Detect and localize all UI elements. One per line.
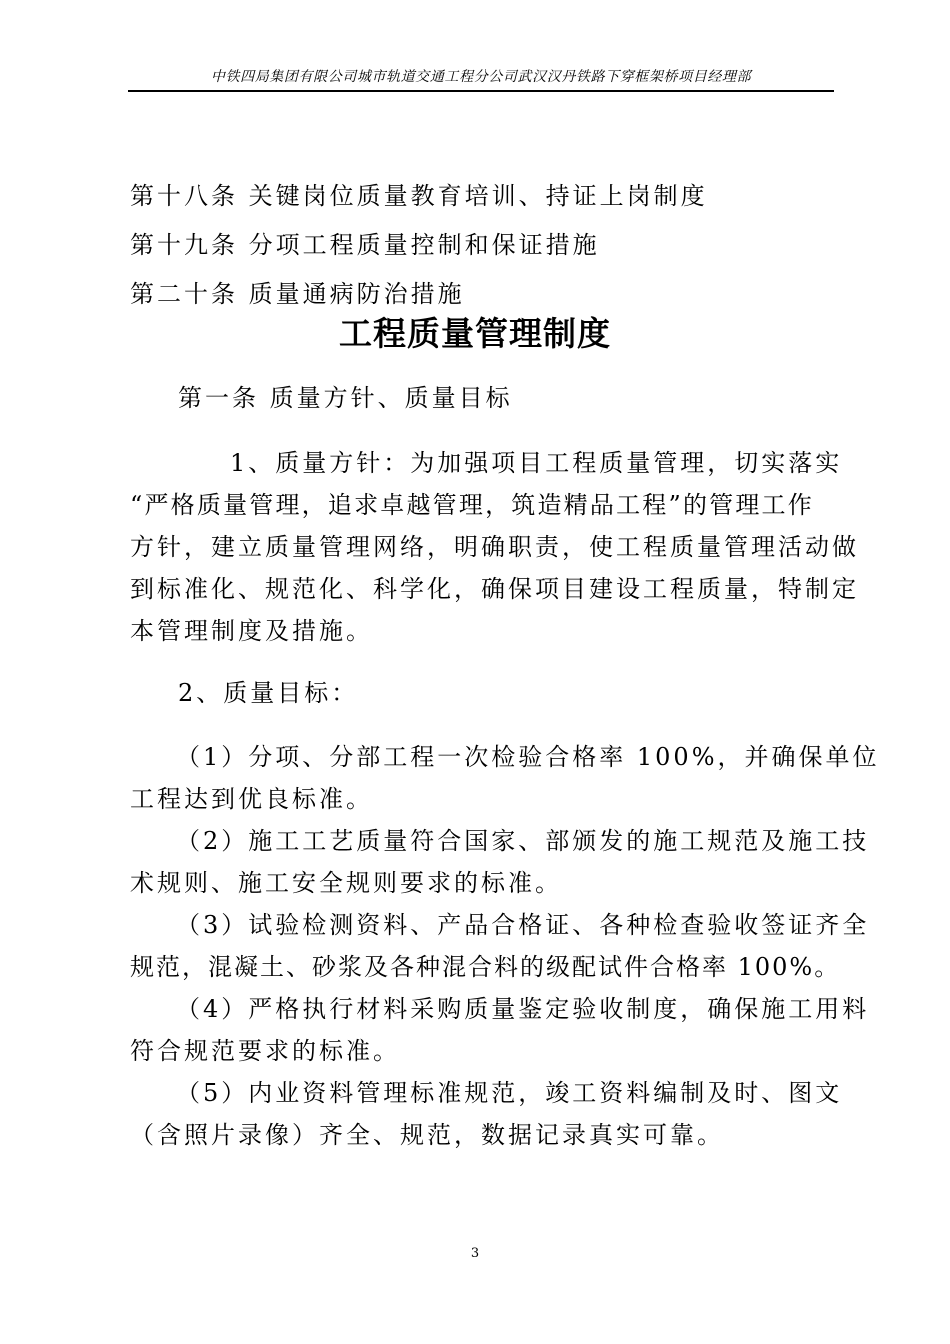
page-number: 3 <box>470 1246 480 1261</box>
goal-line: 符合规范要求的标准。 <box>130 1037 400 1065</box>
toc-item: 第十九条 分项工程质量控制和保证措施 <box>130 231 600 259</box>
policy-line: 到标准化、规范化、科学化，确保项目建设工程质量，特制定 <box>130 575 859 603</box>
toc-item: 第二十条 质量通病防治措施 <box>130 280 465 308</box>
toc-item: 第十八条 关键岗位质量教育培训、持证上岗制度 <box>130 182 708 210</box>
article-heading: 第一条 质量方针、质量目标 <box>178 384 513 412</box>
document-title: 工程质量管理制度 <box>339 314 611 353</box>
goal-line: 术规则、施工安全规则要求的标准。 <box>130 869 562 897</box>
goal-line: （4）严格执行材料采购质量鉴定验收制度，确保施工用料 <box>176 995 870 1023</box>
policy-line: 本管理制度及措施。 <box>130 617 373 645</box>
goal-line: 规范，混凝土、砂浆及各种混合料的级配试件合格率 100%。 <box>130 953 841 981</box>
goal-line: （5）内业资料管理标准规范，竣工资料编制及时、图文 <box>176 1079 843 1107</box>
page-header <box>128 64 834 92</box>
policy-line: “严格质量管理，追求卓越管理，筑造精品工程”的管理工作 <box>130 491 814 519</box>
goal-line: 工程达到优良标准。 <box>130 785 373 813</box>
goal-line: （2）施工工艺质量符合国家、部颁发的施工规范及施工技 <box>176 827 870 855</box>
goal-heading: 2、质量目标： <box>178 679 359 707</box>
policy-line: 1、质量方针：为加强项目工程质量管理，切实落实 <box>230 449 843 477</box>
goal-line: （含照片录像）齐全、规范，数据记录真实可靠。 <box>130 1121 724 1149</box>
goal-line: （1）分项、分部工程一次检验合格率 100%，并确保单位 <box>176 743 880 771</box>
goal-line: （3）试验检测资料、产品合格证、各种检查验收签证齐全 <box>176 911 870 939</box>
policy-line: 方针，建立质量管理网络，明确职责，使工程质量管理活动做 <box>130 533 859 561</box>
header-text: 中铁四局集团有限公司城市轨道交通工程分公司武汉汉丹铁路下穿框架桥项目经理部 <box>210 69 752 85</box>
